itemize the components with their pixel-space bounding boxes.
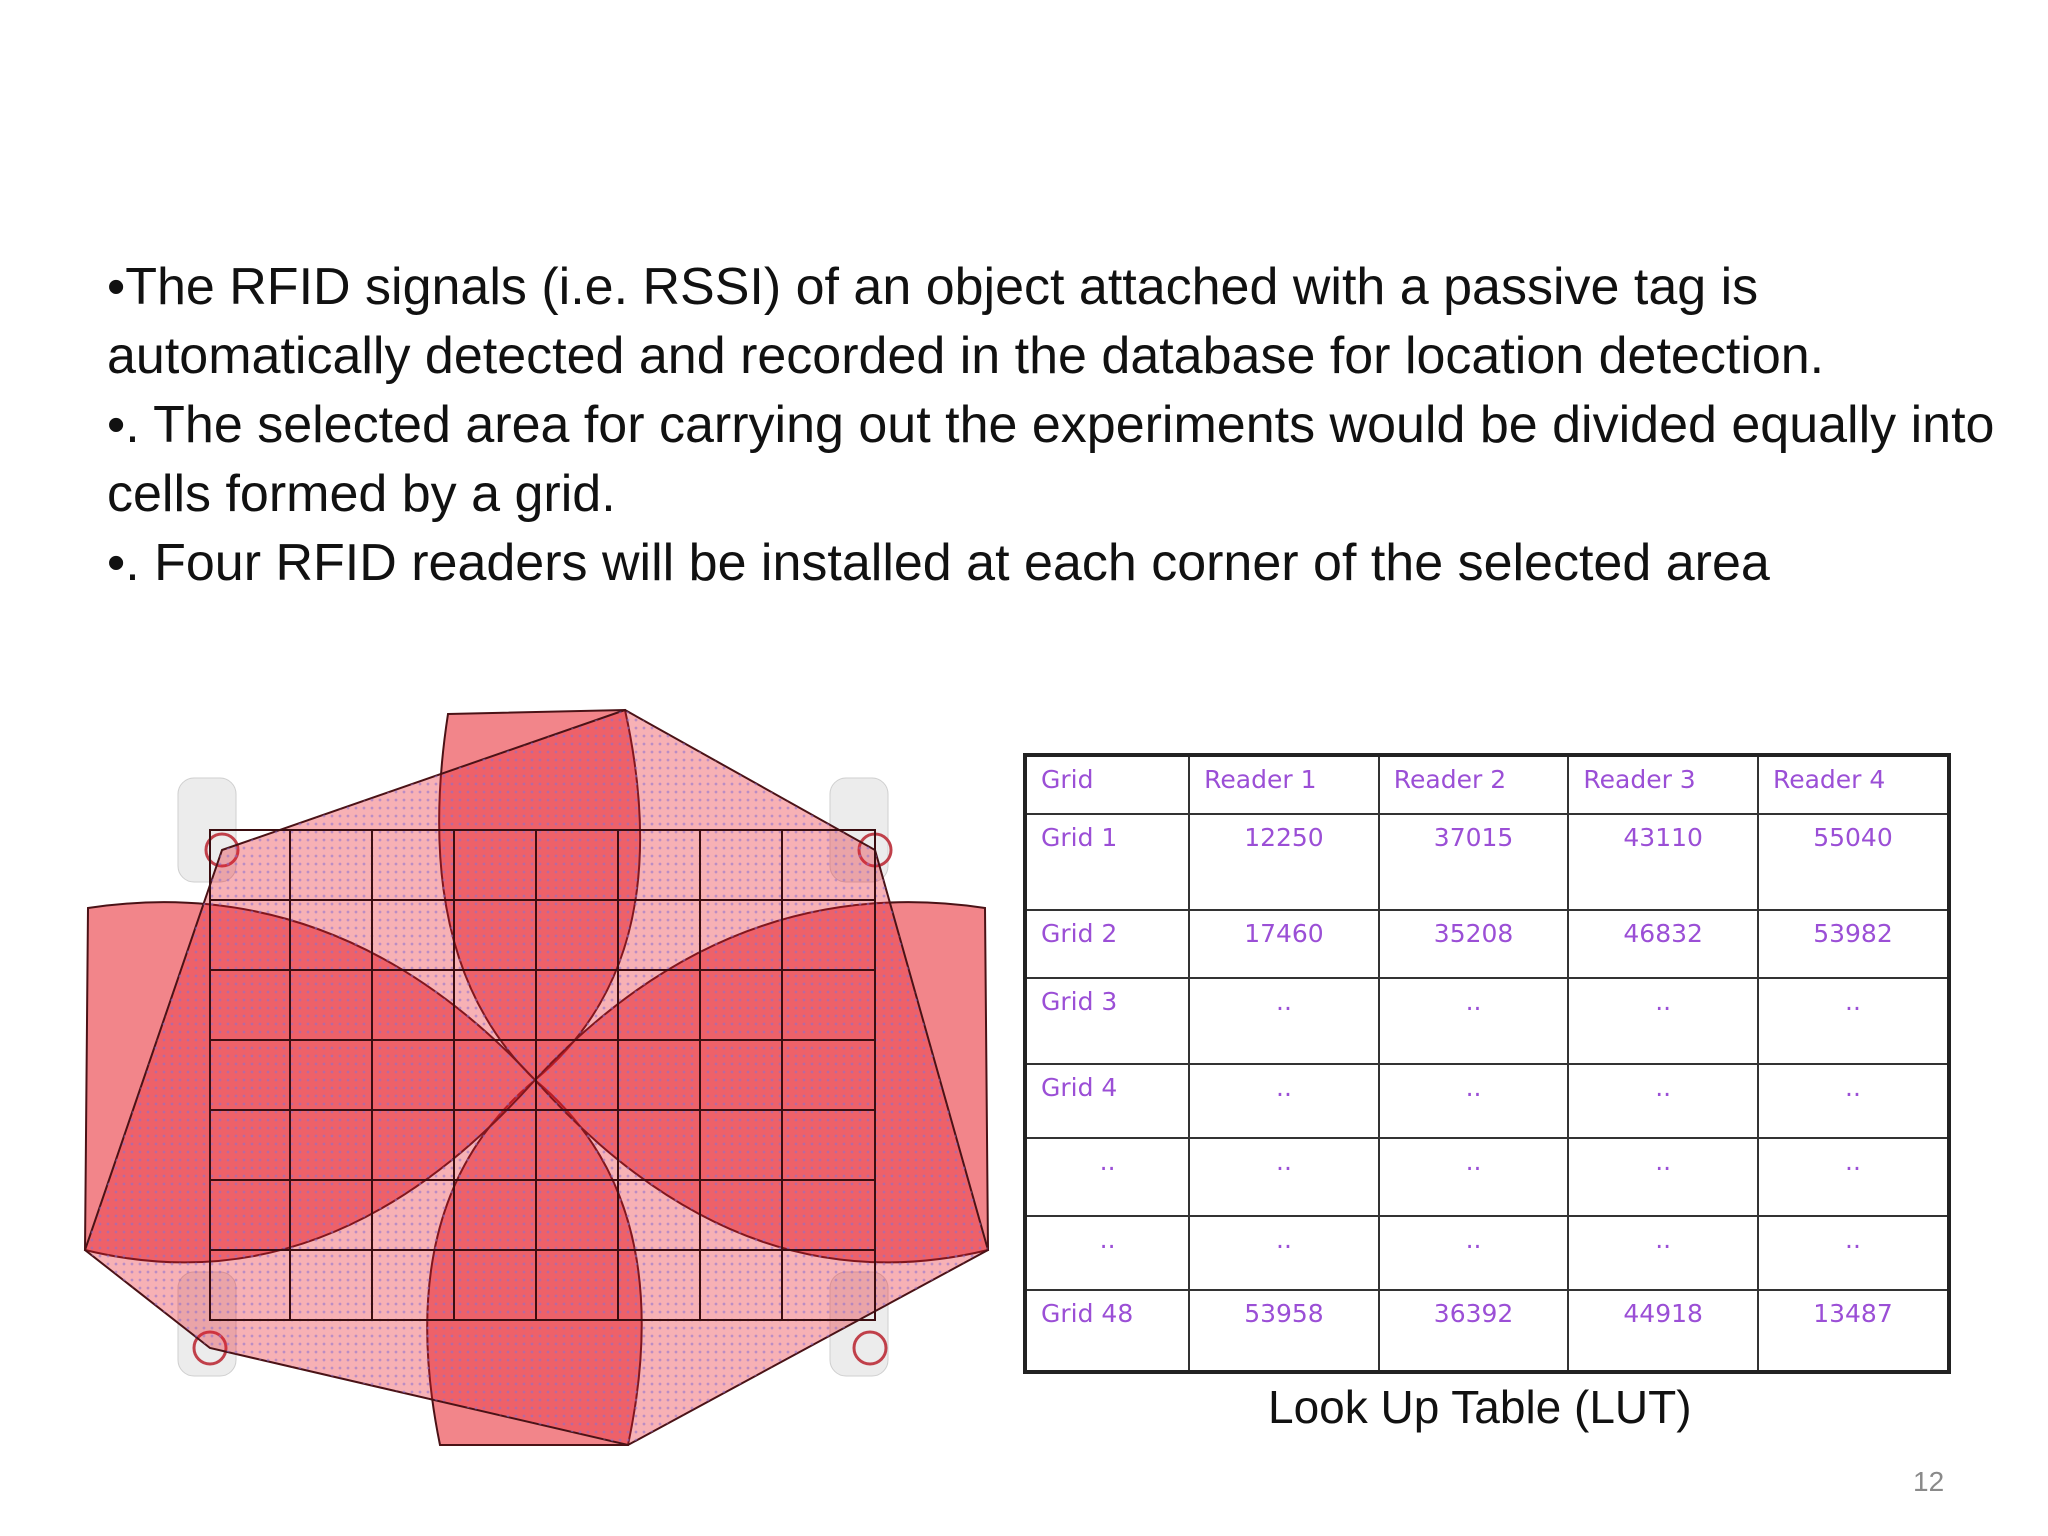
table-cell: Grid 3 <box>1025 978 1189 1064</box>
table-row <box>1025 1290 1949 1372</box>
table-cell: 43110 <box>1568 814 1758 910</box>
page-number: 12 <box>1913 1466 1945 1497</box>
table-cell: 53982 <box>1758 910 1949 978</box>
table-cell: .. <box>1758 1064 1949 1138</box>
column-header: Reader 2 <box>1379 755 1569 814</box>
table-caption: Look Up Table (LUT) <box>1268 1381 1692 1433</box>
table-cell: Grid 4 <box>1025 1064 1189 1138</box>
table-cell: 17460 <box>1189 910 1379 978</box>
table-cell: 12250 <box>1189 814 1379 910</box>
table-cell: .. <box>1568 978 1758 1064</box>
table-cell: .. <box>1189 1216 1379 1290</box>
column-header: Reader 1 <box>1189 755 1379 814</box>
table-cell: Grid 48 <box>1025 1290 1189 1372</box>
column-header: Reader 3 <box>1568 755 1758 814</box>
column-header: Reader 4 <box>1758 755 1949 814</box>
table-row <box>1025 1064 1949 1138</box>
table-row <box>1025 1216 1949 1290</box>
bullet-item: •. The selected area for carrying out the experiments would be divided equally into cells formed by a grid. <box>107 396 1995 523</box>
table-cell: 53958 <box>1189 1290 1379 1372</box>
table-cell: .. <box>1025 1138 1189 1216</box>
table-cell: Grid 2 <box>1025 910 1189 978</box>
bullet-list <box>107 253 2007 598</box>
look-up-table <box>1023 753 1951 1374</box>
table-cell: 37015 <box>1379 814 1569 910</box>
table-cell: .. <box>1568 1064 1758 1138</box>
table-cell: .. <box>1189 1064 1379 1138</box>
table-row <box>1025 814 1949 910</box>
table-cell: 13487 <box>1758 1290 1949 1372</box>
table-cell: .. <box>1758 978 1949 1064</box>
table-cell: .. <box>1379 1064 1569 1138</box>
table-cell: Grid 1 <box>1025 814 1189 910</box>
table-cell: .. <box>1758 1138 1949 1216</box>
table-cell: .. <box>1025 1216 1189 1290</box>
table-cell: .. <box>1189 978 1379 1064</box>
table-row <box>1025 910 1949 978</box>
rfid-coverage-diagram <box>80 700 1000 1460</box>
table-cell: .. <box>1758 1216 1949 1290</box>
table-cell: 36392 <box>1379 1290 1569 1372</box>
table-cell: .. <box>1568 1216 1758 1290</box>
table-cell: .. <box>1379 978 1569 1064</box>
table-cell: 55040 <box>1758 814 1949 910</box>
bullet-item: •. Four RFID readers will be installed at each corner of the selected area <box>107 534 1770 592</box>
table-cell: .. <box>1379 1216 1569 1290</box>
table-row <box>1025 978 1949 1064</box>
table-cell: .. <box>1189 1138 1379 1216</box>
bullet-item: •The RFID signals (i.e. RSSI) of an object attached with a passive tag is automatically detected and recorded in the database for location detection. <box>107 258 1825 385</box>
table-cell: 44918 <box>1568 1290 1758 1372</box>
table-row <box>1025 1138 1949 1216</box>
table-cell: .. <box>1568 1138 1758 1216</box>
table-cell: .. <box>1379 1138 1569 1216</box>
table-cell: 35208 <box>1379 910 1569 978</box>
table-cell: 46832 <box>1568 910 1758 978</box>
table-header-row <box>1025 755 1949 814</box>
column-header: Grid <box>1025 755 1189 814</box>
